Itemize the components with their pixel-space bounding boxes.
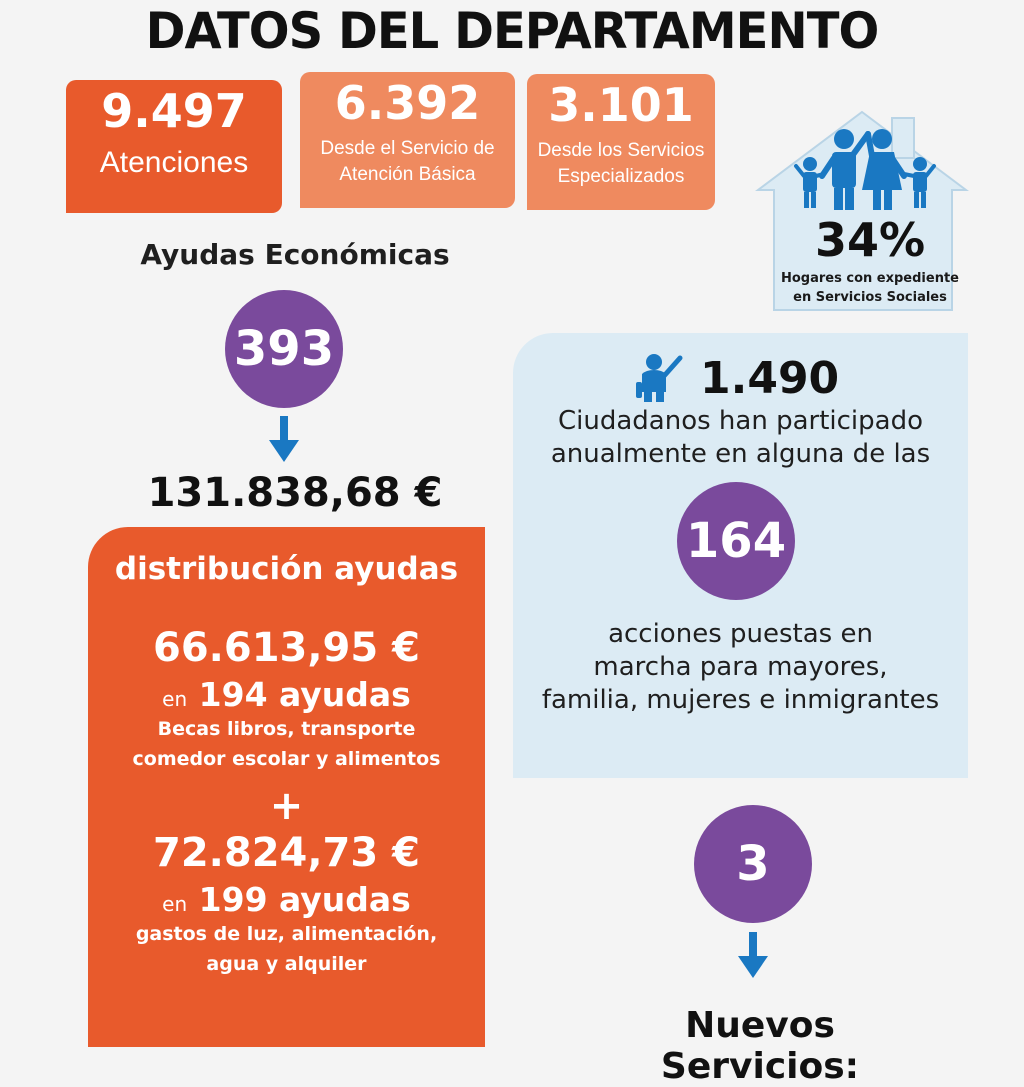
stat-servicios-especializados [527,74,715,210]
new-services-label: Nuevos Servicios: [660,1005,860,1087]
arrow-down-icon [269,416,299,464]
ayudas-total: 131.838,68 € [147,470,443,516]
person-raising-hand-icon [632,352,688,404]
households-label-line: en Servicios Sociales [793,290,947,305]
arrow-down-icon [738,932,768,980]
distribution-count-label: 194 ayudas [198,675,411,714]
stat-atenciones [66,80,282,213]
new-services-circle: 3 [694,805,812,923]
participation-text-line: anualmente en alguna de las [550,439,931,469]
distribution-count-label: 199 ayudas [198,880,411,919]
stat-label: Atenciones [99,146,249,179]
actions-text-line: marcha para mayores, [593,652,888,682]
stat-label-line: Atención Básica [339,164,476,185]
households-label-line: Hogares con expediente [781,271,959,286]
distribution-amount: 72.824,73 € [153,830,420,876]
distribution-desc-line: Becas libros, transporte [157,718,416,740]
distribution-amount: 66.613,95 € [153,625,420,671]
distribution-count [88,880,485,919]
households-percent: 34% [814,213,926,267]
distribution-count [88,675,485,714]
stat-value: 6.392 [334,76,481,130]
stat-atencion-basica [300,72,515,208]
ayudas-count-circle: 393 [225,290,343,408]
distribution-desc-line: agua y alquiler [206,953,367,975]
participation-text-line: Ciudadanos han participado [558,406,923,436]
distribution-prefix: en [162,892,188,916]
actions-text [513,618,968,717]
distribution-title: distribución ayudas [114,551,459,587]
distribution-prefix: en [162,687,188,711]
stat-label-line: Desde el Servicio de [320,138,495,159]
stat-label-line: Especializados [557,166,685,187]
ayudas-title: Ayudas Económicas [140,238,450,271]
distribution-panel [88,527,485,1047]
actions-text-line: acciones puestas en [608,619,873,649]
participation-text [513,405,968,471]
actions-count-circle: 164 [677,482,795,600]
actions-text-line: familia, mujeres e inmigrantes [541,685,940,715]
households-label [770,269,970,307]
stat-value: 3.101 [548,78,694,132]
distribution-desc-line: comedor escolar y alimentos [132,748,441,770]
distribution-desc-line: gastos de luz, alimentación, [135,923,438,945]
stat-value: 9.497 [101,84,247,138]
distribution-plus: + [269,783,304,829]
page-title: DATOS DEL DEPARTAMENTO [145,2,879,60]
stat-label-line: Desde los Servicios [537,140,705,161]
participants-count: 1.490 [700,353,840,404]
